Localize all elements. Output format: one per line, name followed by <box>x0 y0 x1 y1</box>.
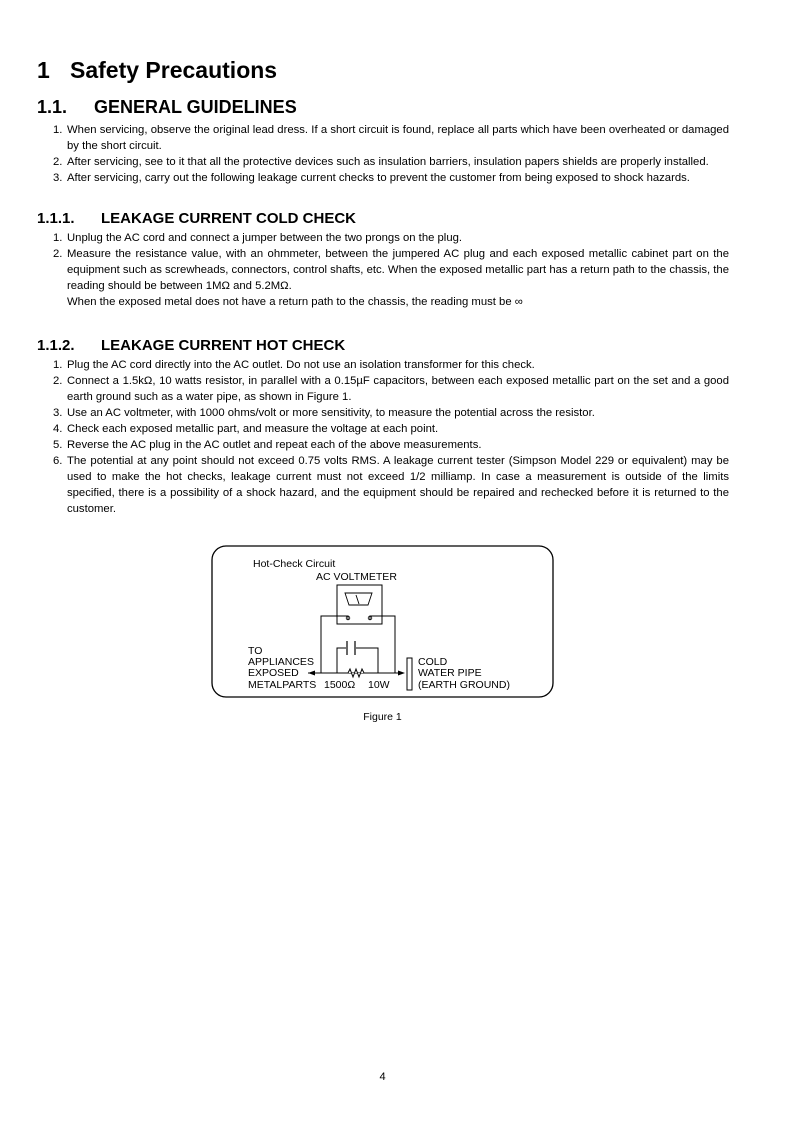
section-heading-cold-check <box>37 210 356 227</box>
section-title: LEAKAGE CURRENT COLD CHECK <box>101 210 356 227</box>
list-item: 1. When servicing, observe the original lead dress. If a short circuit is found, replace all parts which have been overheated or damaged by the short circuit. <box>53 124 729 152</box>
section-number: 1.1.2. <box>37 337 75 354</box>
svg-text:METALPARTS: METALPARTS <box>248 679 317 691</box>
svg-text:WATER PIPE: WATER PIPE <box>418 667 482 679</box>
circuit-title: Hot-Check Circuit <box>253 558 336 570</box>
list-item: 5. Reverse the AC plug in the AC outlet and repeat each of the above measurements. <box>53 439 482 451</box>
water-pipe-icon <box>407 658 412 690</box>
hot-check-circuit-diagram <box>211 545 554 698</box>
section-heading-general <box>37 97 297 118</box>
list-item: 2. Connect a 1.5kΩ, 10 watts resistor, in parallel with a 0.15µF capacitors, between each exposed metallic part on the set and a good earth ground such as a water pipe, as shown in Figure 1. <box>53 375 729 403</box>
section-heading-hot-check <box>37 337 345 354</box>
svg-text:COLD: COLD <box>418 656 448 668</box>
list-item: 3. Use an AC voltmeter, with 1000 ohms/volt or more sensitivity, to measure the potential across the resistor. <box>53 407 595 419</box>
list-item: 2. Measure the resistance value, with an ohmmeter, between the jumpered AC plug and each exposed metallic cabinet part on the equipment such as screwheads, connectors, control shafts, etc. When the exposed metallic part has a return path to the chassis, the reading should be between 1MΩ and 5.2MΩ. When the exposed metal does not have a return path to the chassis, the reading must be ∞ <box>53 248 729 308</box>
wattage-label: 10W <box>368 679 390 691</box>
list-item: 3. After servicing, carry out the following leakage current checks to prevent the customer from being exposed to shock hazards. <box>53 172 690 184</box>
meter-label: AC VOLTMETER <box>316 571 397 583</box>
list-item: 2. After servicing, see to it that all the protective devices such as insulation barriers, insulation papers shields are properly installed. <box>53 156 709 168</box>
title-text: Safety Precautions <box>70 57 278 83</box>
section-number: 1.1. <box>37 97 68 117</box>
page-number: 4 <box>379 1071 386 1083</box>
list-item: 6. The potential at any point should not exceed 0.75 volts RMS. A leakage current tester (Simpson Model 229 or equivalent) may be used to make the hot checks, leakage current must not exceed 1/2 milliamp. In case a measurement is outside of the limits specified, there is a possibility of a shock hazard, and the equipment should be repaired and rechecked before it is returned to the customer. <box>53 455 729 515</box>
section-title: LEAKAGE CURRENT HOT CHECK <box>101 337 346 354</box>
general-guidelines-list <box>53 122 729 186</box>
svg-text:EXPOSED: EXPOSED <box>248 667 299 679</box>
section-title: GENERAL GUIDELINES <box>94 97 297 117</box>
cold-check-note: When the exposed metal does not have a return path to the chassis, the reading must be ∞ <box>67 296 523 308</box>
figure-caption: Figure 1 <box>363 711 402 723</box>
svg-text:TO: TO <box>248 645 263 657</box>
resistor-value-label: 1500Ω <box>324 679 356 691</box>
svg-text:APPLIANCES: APPLIANCES <box>248 656 314 668</box>
list-item: 1. Plug the AC cord directly into the AC outlet. Do not use an isolation transformer for this check. <box>53 359 535 371</box>
list-item: 4. Check each exposed metallic part, and measure the voltage at each point. <box>53 423 439 435</box>
list-item: 1. Unplug the AC cord and connect a jumper between the two prongs on the plug. <box>53 232 463 244</box>
cold-check-list <box>53 230 729 310</box>
section-number: 1.1.1. <box>37 210 75 227</box>
title-number: 1 <box>37 57 50 83</box>
hot-check-list <box>53 357 729 517</box>
svg-text:(EARTH GROUND): (EARTH GROUND) <box>418 679 510 691</box>
page-title <box>37 57 277 84</box>
